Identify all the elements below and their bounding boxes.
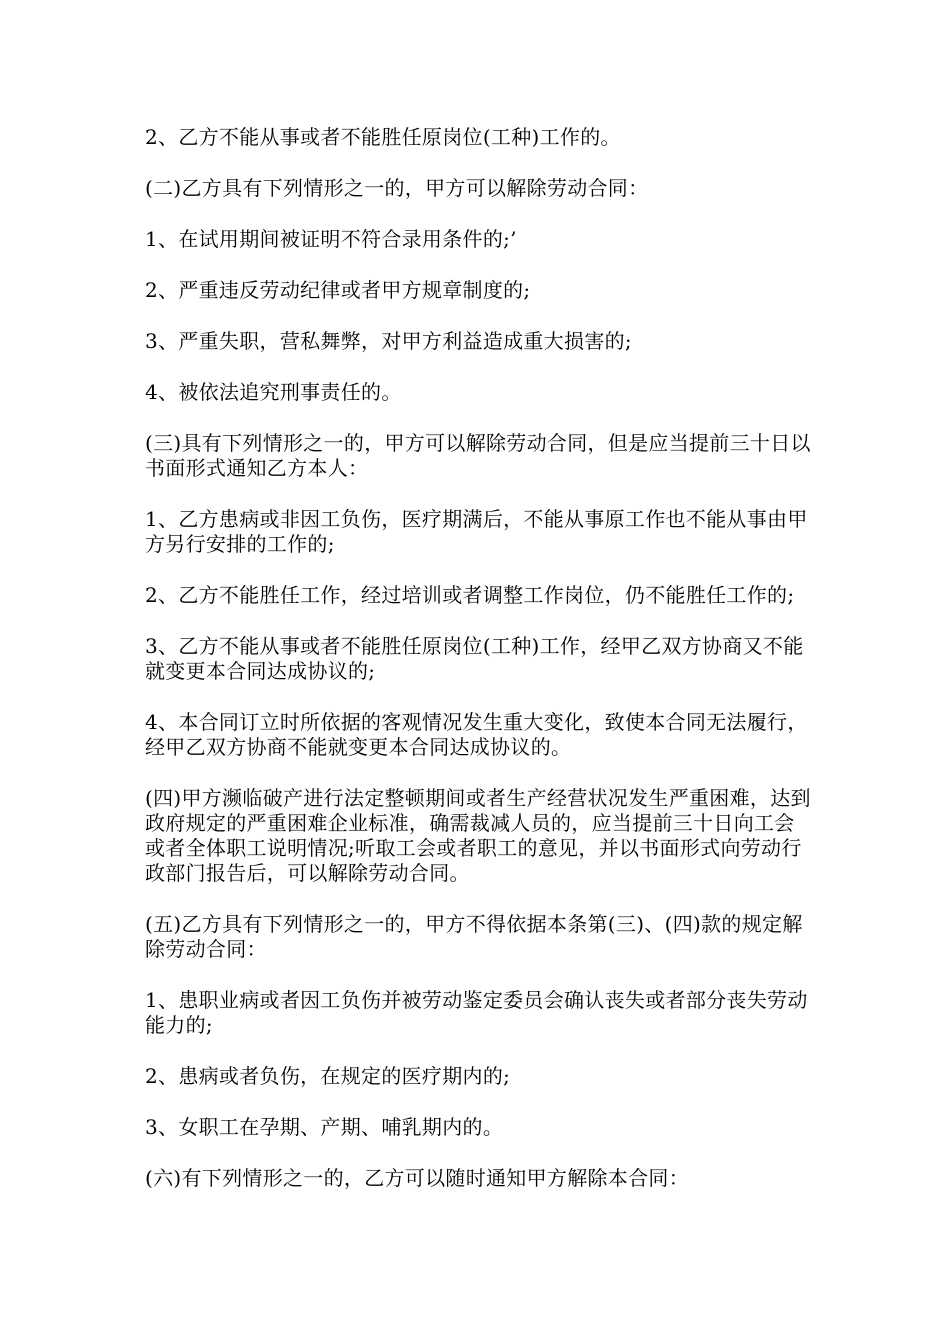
section-heading: (六)有下列情形之一的，乙方可以随时通知甲方解除本合同：: [145, 1166, 690, 1190]
paragraph: 1、乙方患病或非因工负伤，医疗期满后，不能从事原工作也不能从事由甲方另行安排的工作的;: [145, 507, 808, 556]
section-heading: (五)乙方具有下列情形之一的，甲方不得依据本条第(三)、(四)款的规定解除劳动合同：: [145, 912, 803, 961]
paragraph: 2、严重违反劳动纪律或者甲方规章制度的;: [145, 278, 531, 302]
section-heading: (三)具有下列情形之一的，甲方可以解除劳动合同，但是应当提前三十日以书面形式通知乙方本人：: [145, 431, 811, 480]
paragraph: 1、在试用期间被证明不符合录用条件的;’: [145, 227, 517, 251]
document-body: [145, 125, 813, 1217]
paragraph: 3、乙方不能从事或者不能胜任原岗位(工种)工作，经甲乙双方协商又不能就变更本合同达成协议的;: [145, 634, 804, 683]
paragraph: 2、乙方不能从事或者不能胜任原岗位(工种)工作的。: [145, 125, 621, 149]
paragraph: 1、患职业病或者因工负伤并被劳动鉴定委员会确认丧失或者部分丧失劳动能力的;: [145, 988, 808, 1037]
paragraph: 3、严重失职，营私舞弊，对甲方利益造成重大损害的;: [145, 329, 632, 353]
paragraph: 2、患病或者负伤，在规定的医疗期内的;: [145, 1064, 511, 1088]
paragraph: 3、女职工在孕期、产期、哺乳期内的。: [145, 1115, 504, 1139]
paragraph: 4、本合同订立时所依据的客观情况发生重大变化，致使本合同无法履行，经甲乙双方协商不能就变更本合同达成协议的。: [145, 710, 808, 759]
section-heading: (四)甲方濒临破产进行法定整顿期间或者生产经营状况发生严重困难，达到政府规定的严重困难企业标准，确需裁减人员的，应当提前三十日向工会或者全体职工说明情况;听取工会或者职工的意见，并以书面形式向劳动行政部门报告后，可以解除劳动合同。: [145, 786, 811, 885]
paragraph: 2、乙方不能胜任工作，经过培训或者调整工作岗位，仍不能胜任工作的;: [145, 583, 795, 607]
paragraph: 4、被依法追究刑事责任的。: [145, 380, 402, 404]
section-heading: (二)乙方具有下列情形之一的，甲方可以解除劳动合同：: [145, 176, 649, 200]
